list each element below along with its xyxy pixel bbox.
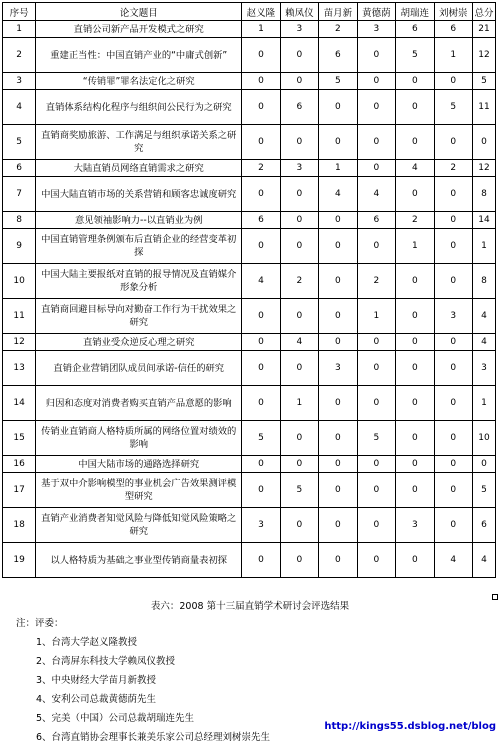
judge-score: 5 [396, 38, 434, 73]
row-number: 3 [3, 73, 36, 90]
paper-title: 以人格特质为基础之事业型传销商量表初探 [36, 543, 242, 578]
judge-score: 0 [434, 508, 472, 543]
judge-score: 6 [396, 21, 434, 38]
judge-score: 0 [434, 456, 472, 473]
judge-score: 0 [357, 473, 395, 508]
judge-score: 2 [242, 160, 280, 177]
judge-score: 0 [319, 508, 357, 543]
judge-score: 4 [319, 177, 357, 212]
judge-score: 0 [396, 334, 434, 351]
row-number: 7 [3, 177, 36, 212]
col-header-judge-4: 黄德荫 [357, 3, 395, 21]
paper-title: 直销产业消费者知觉风险与降低知觉风险策略之研究 [36, 508, 242, 543]
table-row [3, 543, 496, 578]
table-row [3, 73, 496, 90]
judge-score: 0 [396, 543, 434, 578]
judge-score: 3 [357, 21, 395, 38]
row-number: 2 [3, 38, 36, 73]
total-score: 0 [473, 125, 496, 160]
total-score: 8 [473, 264, 496, 299]
paper-title: 直销业受众逆反心理之研究 [36, 334, 242, 351]
table-row [3, 473, 496, 508]
table-row [3, 229, 496, 264]
judge-score: 0 [280, 38, 318, 73]
row-number: 5 [3, 125, 36, 160]
judge-score: 0 [434, 386, 472, 421]
row-number: 8 [3, 212, 36, 229]
total-score: 8 [473, 177, 496, 212]
table-row [3, 38, 496, 73]
judge-score: 2 [357, 264, 395, 299]
judge-score: 0 [319, 543, 357, 578]
judge-score: 0 [357, 160, 395, 177]
judge-score: 5 [357, 421, 395, 456]
judge-score: 6 [357, 212, 395, 229]
judge-score: 0 [434, 229, 472, 264]
judge-score: 0 [434, 212, 472, 229]
judge-score: 2 [434, 160, 472, 177]
row-number: 16 [3, 456, 36, 473]
judge-score: 4 [396, 160, 434, 177]
col-header-judge-5: 胡瑞连 [396, 3, 434, 21]
judge-score: 0 [319, 421, 357, 456]
judge-score: 3 [242, 508, 280, 543]
table-row [3, 386, 496, 421]
row-number: 12 [3, 334, 36, 351]
judge-score: 0 [280, 229, 318, 264]
judge-score: 6 [280, 90, 318, 125]
col-header-judge-6: 刘树崇 [434, 3, 472, 21]
judge-score: 0 [434, 473, 472, 508]
judge-score: 0 [280, 212, 318, 229]
table-caption: 表六：2008 第十三届直销学术研讨会评选结果 [150, 601, 350, 612]
row-number: 1 [3, 21, 36, 38]
judge-score: 0 [280, 73, 318, 90]
row-number: 19 [3, 543, 36, 578]
judge-score: 0 [319, 299, 357, 334]
judge-score: 1 [357, 299, 395, 334]
row-number: 6 [3, 160, 36, 177]
judge-score: 3 [396, 508, 434, 543]
table-body [3, 21, 496, 578]
row-number: 9 [3, 229, 36, 264]
judge-score: 0 [434, 421, 472, 456]
total-score: 14 [473, 212, 496, 229]
judge-note: 1、台湾大学赵义隆教授 [36, 637, 138, 648]
table-row [3, 456, 496, 473]
judge-note: 2、台湾屏东科技大学赖凤仪教授 [36, 656, 176, 667]
judge-score: 6 [319, 38, 357, 73]
blog-watermark: http://kings55.dsblog.net/blog [324, 721, 496, 732]
judge-score: 0 [242, 38, 280, 73]
row-number: 18 [3, 508, 36, 543]
judge-score: 0 [357, 38, 395, 73]
judge-score: 0 [242, 73, 280, 90]
total-score: 21 [473, 21, 496, 38]
judge-score: 0 [319, 456, 357, 473]
judge-score: 2 [319, 21, 357, 38]
judge-score: 0 [319, 473, 357, 508]
total-score: 3 [473, 351, 496, 386]
paper-title: 意见领袖影响力--以直销业为例 [36, 212, 242, 229]
paper-title: 直销商回避目标导向对勤奋工作行为干扰效果之研究 [36, 299, 242, 334]
judge-score: 0 [396, 421, 434, 456]
judge-score: 5 [319, 73, 357, 90]
total-score: 1 [473, 229, 496, 264]
paper-title: 中国大陆主要报纸对直销的报导情况及直销媒介形象分析 [36, 264, 242, 299]
row-number: 14 [3, 386, 36, 421]
judge-score: 4 [280, 334, 318, 351]
judge-score: 0 [357, 456, 395, 473]
judge-score: 0 [396, 264, 434, 299]
judge-score: 0 [396, 351, 434, 386]
judge-score: 0 [280, 299, 318, 334]
judge-note: 3、中央财经大学苗月新教授 [36, 675, 157, 686]
table-row [3, 177, 496, 212]
total-score: 4 [473, 543, 496, 578]
table-row [3, 212, 496, 229]
paper-title: 直销公司新产品开发模式之研究 [36, 21, 242, 38]
total-score: 12 [473, 38, 496, 73]
judge-score: 0 [434, 351, 472, 386]
paper-title: 直销体系结构化程序与组织间公民行为之研究 [36, 90, 242, 125]
judge-score: 0 [242, 125, 280, 160]
table-row [3, 299, 496, 334]
judge-score: 0 [280, 351, 318, 386]
judge-score: 0 [319, 90, 357, 125]
judge-score: 0 [357, 386, 395, 421]
paper-title: 归因和态度对消费者购买直销产品意愿的影响 [36, 386, 242, 421]
judge-score: 0 [434, 73, 472, 90]
paper-title: 大陆直销员网络直销需求之研究 [36, 160, 242, 177]
table-row [3, 90, 496, 125]
judge-score: 4 [434, 543, 472, 578]
judge-score: 5 [434, 90, 472, 125]
row-number: 17 [3, 473, 36, 508]
total-score: 5 [473, 473, 496, 508]
judge-score: 6 [434, 21, 472, 38]
total-score: 4 [473, 299, 496, 334]
judge-score: 0 [434, 264, 472, 299]
table-row [3, 421, 496, 456]
judge-score: 6 [242, 212, 280, 229]
judge-score: 0 [357, 229, 395, 264]
judge-score: 0 [319, 334, 357, 351]
judge-score: 0 [319, 212, 357, 229]
judge-score: 0 [242, 456, 280, 473]
judge-score: 3 [434, 299, 472, 334]
total-score: 6 [473, 508, 496, 543]
judge-score: 0 [396, 73, 434, 90]
row-number: 13 [3, 351, 36, 386]
judge-score: 0 [242, 299, 280, 334]
row-number: 10 [3, 264, 36, 299]
judge-score: 1 [396, 229, 434, 264]
judge-score: 0 [434, 177, 472, 212]
judge-score: 0 [357, 334, 395, 351]
paper-title: 中国直销管理条例颁布后直销企业的经营变革初探 [36, 229, 242, 264]
paper-title: 重建正当性：中国直销产业的“中庸式创新” [36, 38, 242, 73]
judge-score: 0 [280, 456, 318, 473]
judge-score: 1 [319, 160, 357, 177]
judge-score: 0 [242, 229, 280, 264]
total-score: 11 [473, 90, 496, 125]
judge-score: 0 [280, 543, 318, 578]
col-header-judge-3: 苗月新 [319, 3, 357, 21]
judges-notes [16, 614, 270, 747]
table-row [3, 508, 496, 543]
row-number: 11 [3, 299, 36, 334]
judge-score: 0 [242, 177, 280, 212]
judge-score: 4 [242, 264, 280, 299]
judge-score: 2 [396, 212, 434, 229]
judge-score: 5 [242, 421, 280, 456]
row-number: 15 [3, 421, 36, 456]
judge-score: 0 [357, 73, 395, 90]
judge-score: 3 [280, 160, 318, 177]
table-row [3, 160, 496, 177]
paper-title: 中国大陆直销市场的关系营销和顾客忠诚度研究 [36, 177, 242, 212]
total-score: 12 [473, 160, 496, 177]
judge-score: 1 [280, 386, 318, 421]
judge-score: 0 [242, 334, 280, 351]
judge-score: 0 [242, 543, 280, 578]
judge-score: 5 [280, 473, 318, 508]
judge-score: 0 [242, 90, 280, 125]
total-score: 0 [473, 456, 496, 473]
col-header-judge-1: 赵义隆 [242, 3, 280, 21]
results-table [2, 2, 496, 578]
judge-note: 6、台湾直销协会理事长兼美乐家公司总经理刘树崇先生 [36, 732, 271, 743]
col-header-judge-2: 赖凤仪 [280, 3, 318, 21]
judge-score: 0 [396, 386, 434, 421]
total-score: 4 [473, 334, 496, 351]
paper-title: 基于双中介影响模型的事业机会广告效果测评模型研究 [36, 473, 242, 508]
judge-score: 0 [434, 334, 472, 351]
judge-score: 0 [357, 543, 395, 578]
judge-score: 1 [434, 38, 472, 73]
judge-score: 0 [280, 508, 318, 543]
judge-score: 0 [396, 456, 434, 473]
row-number: 4 [3, 90, 36, 125]
paper-title: 直销企业营销团队成员间承诺-信任的研究 [36, 351, 242, 386]
paper-title: 直销商奖励旅游、工作满足与组织承诺关系之研究 [36, 125, 242, 160]
judge-score: 4 [357, 177, 395, 212]
table-row [3, 334, 496, 351]
judge-score: 2 [280, 264, 318, 299]
judge-score: 0 [396, 125, 434, 160]
judge-score: 0 [319, 386, 357, 421]
table-header-row [3, 3, 496, 21]
judge-score: 0 [396, 177, 434, 212]
judge-score: 0 [357, 125, 395, 160]
judge-score: 0 [357, 90, 395, 125]
paper-title: 传销业直销商人格特质所属的网络位置对绩效的影响 [36, 421, 242, 456]
table-row [3, 125, 496, 160]
judge-score: 0 [396, 299, 434, 334]
col-header-title: 论文题目 [36, 3, 242, 21]
judge-score: 0 [319, 125, 357, 160]
judge-score: 0 [396, 90, 434, 125]
paper-title: “传销罪”罪名法定化之研究 [36, 73, 242, 90]
notes-heading: 注：评委： [16, 618, 64, 629]
table-row [3, 21, 496, 38]
total-score: 5 [473, 73, 496, 90]
table-row [3, 351, 496, 386]
judge-score: 0 [280, 421, 318, 456]
judge-score: 0 [434, 125, 472, 160]
judge-score: 0 [280, 177, 318, 212]
col-header-total: 总分 [473, 3, 496, 21]
judge-score: 0 [319, 229, 357, 264]
judge-score: 0 [242, 351, 280, 386]
judge-score: 0 [242, 386, 280, 421]
judge-score: 3 [319, 351, 357, 386]
total-score: 1 [473, 386, 496, 421]
judge-score: 0 [357, 508, 395, 543]
judge-score: 0 [319, 264, 357, 299]
judge-score: 3 [280, 21, 318, 38]
judge-note: 5、完美（中国）公司总裁胡瑞连先生 [36, 713, 195, 724]
judge-score: 0 [280, 125, 318, 160]
paper-title: 中国大陆市场的通路选择研究 [36, 456, 242, 473]
table-row [3, 264, 496, 299]
total-score: 10 [473, 421, 496, 456]
judge-score: 0 [396, 473, 434, 508]
judge-note: 4、安利公司总裁黄德荫先生 [36, 694, 157, 705]
judge-score: 1 [242, 21, 280, 38]
col-header-no: 序号 [3, 3, 36, 21]
judge-score: 0 [242, 473, 280, 508]
judge-score: 0 [357, 351, 395, 386]
